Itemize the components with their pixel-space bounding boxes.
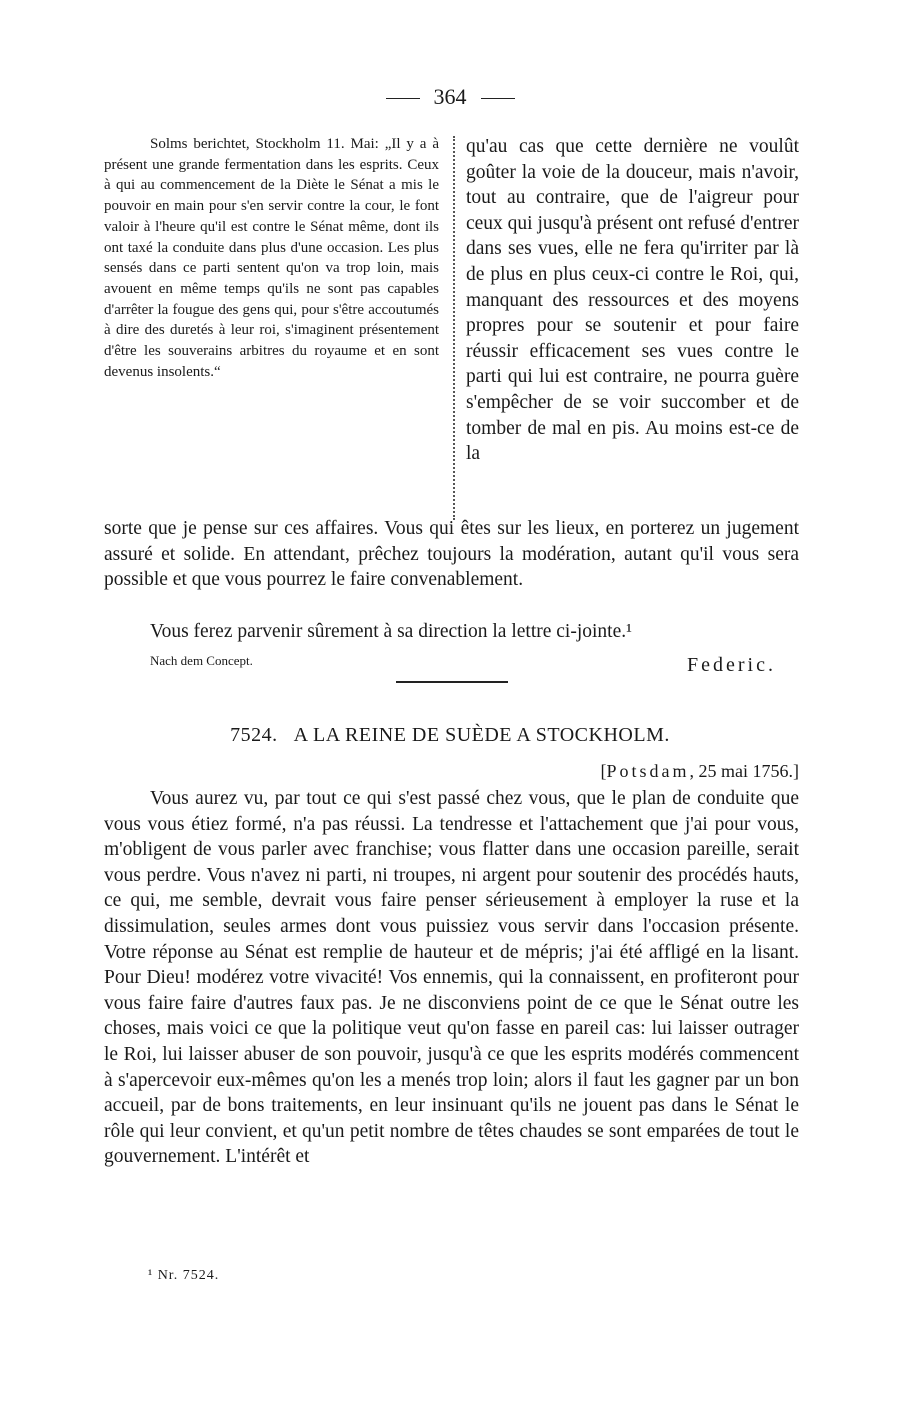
dateline-open: [ [600,761,607,781]
letter-closing-text: Vous ferez parvenir sûrement à sa direction la lettre ci-jointe.¹ [150,621,632,642]
right-column-text: qu'au cas que cette dernière ne voulût goûter la voie de la douceur, mais n'avoir, tout au contraire, que de l'aigreur pour ceux qui jusqu'à présent ont refusé d'entrer dans ses vues, elle ne fera qu'irriter par là de plus en plus ceux-ci contre le Roi, qui, manquant des ressources et des moyens propres pour se soutenir et pour faire réussir efficacement ses vues contre le parti qui lui est contraire, ne pourra guère s'empêcher de se voir succomber et de tomber de mal en pis. Au moins est-ce de la [466,136,799,465]
right-column [466,134,799,467]
side-note [104,134,439,382]
page-number [0,84,900,110]
letter-closing [104,619,799,645]
page-number-dash-left [386,98,420,99]
page-number-dash-right [481,98,515,99]
letter-body-text: Vous aurez vu, par tout ce qui s'est passé chez vous, que le plan de conduite que vous vous étiez formé, n'a pas réussi. La tendresse et l'attachement que j'ai pour vous, m'obligent de vous parler avec franchise; vous flatter dans une occasion pareille, serait vous perdre. Vous n'avez ni parti, ni troupes, ni argent pour soutenir des procédés hauts, ce qui, me semble, devrait vous faire penser sérieusement à employer la ruse et la dissimulation, seules armes dont vous puissiez vous servir dans l'occasion présente. Votre réponse au Sénat est remplie de hauteur et de mépris; j'ai été affligé en la lisant. Pour Dieu! modérez votre vivacité! Vos ennemis, qui la connaissent, en profiteront pour vous faire faire d'autres faux pas. Je ne disconviens point de ce que le Sénat outre les choses, mais voici ce que la politique veut qu'on fasse en pareil cas: lui laisser outrager le Roi, lui laisser abuser de son pouvoir, jusqu'à ce que les esprits modérés commencent à s'apercevoir eux-mêmes qu'on les a menés trop loin; alors il faut les gagner par un bon accueil, par de bons traitements, en leur insinuant qu'ils ne jouent pas dans le Sénat le rôle qui leur convient, et qu'un petit nombre de têtes chaudes se sont emparées de tout le gouvernement. L'intérêt et [104,788,799,1168]
section-rule [396,681,508,683]
letter-number: 7524. [230,724,278,746]
dateline-place: Potsdam [606,761,690,781]
signature: Federic. [687,654,776,676]
letter-title: A LA REINE DE SUÈDE A STOCKHOLM. [293,724,670,746]
letter-body [104,786,799,1170]
footnote: ¹ Nr. 7524. [148,1268,220,1283]
page-number-text: 364 [433,84,467,109]
side-note-text: Solms berichtet, Stockholm 11. Mai: „Il y a à présent une grande fermentation dans les esprits. Ceux à qui au commencement de la Diète le Sénat a mis le pouvoir en main pour s'en servir contre la cour, le font valoir à l'heure qu'il est contre le Sénat même, dont ils ont taxé la conduite dans plus d'une occasion. Les plus sensés dans ce parti sentent qu'on va trop loin, mais avouent en même temps qu'ils ne sont pas capables d'arrêter la fougue des gens qui, pour s'être accoutumés à dire des duretés à leur roi, s'imaginent présentement d'être les souverains arbitres du royaume et en sont devenus insolents.“ [104,136,439,380]
source-note: Nach dem Concept. [150,653,253,668]
letter-heading [0,722,900,748]
dateline-date: , 25 mai 1756.] [689,761,799,781]
letter-continuation-text: sorte que je pense sur ces affaires. Vous qui êtes sur les lieux, en porterez un jugement assuré et solide. En attendant, prêchez toujours la modération, autant qu'il vous sera possible et que vous pourrez le faire convenablement. [104,518,799,591]
letter-continuation [104,516,799,593]
dateline [600,759,799,783]
column-divider [453,136,455,520]
